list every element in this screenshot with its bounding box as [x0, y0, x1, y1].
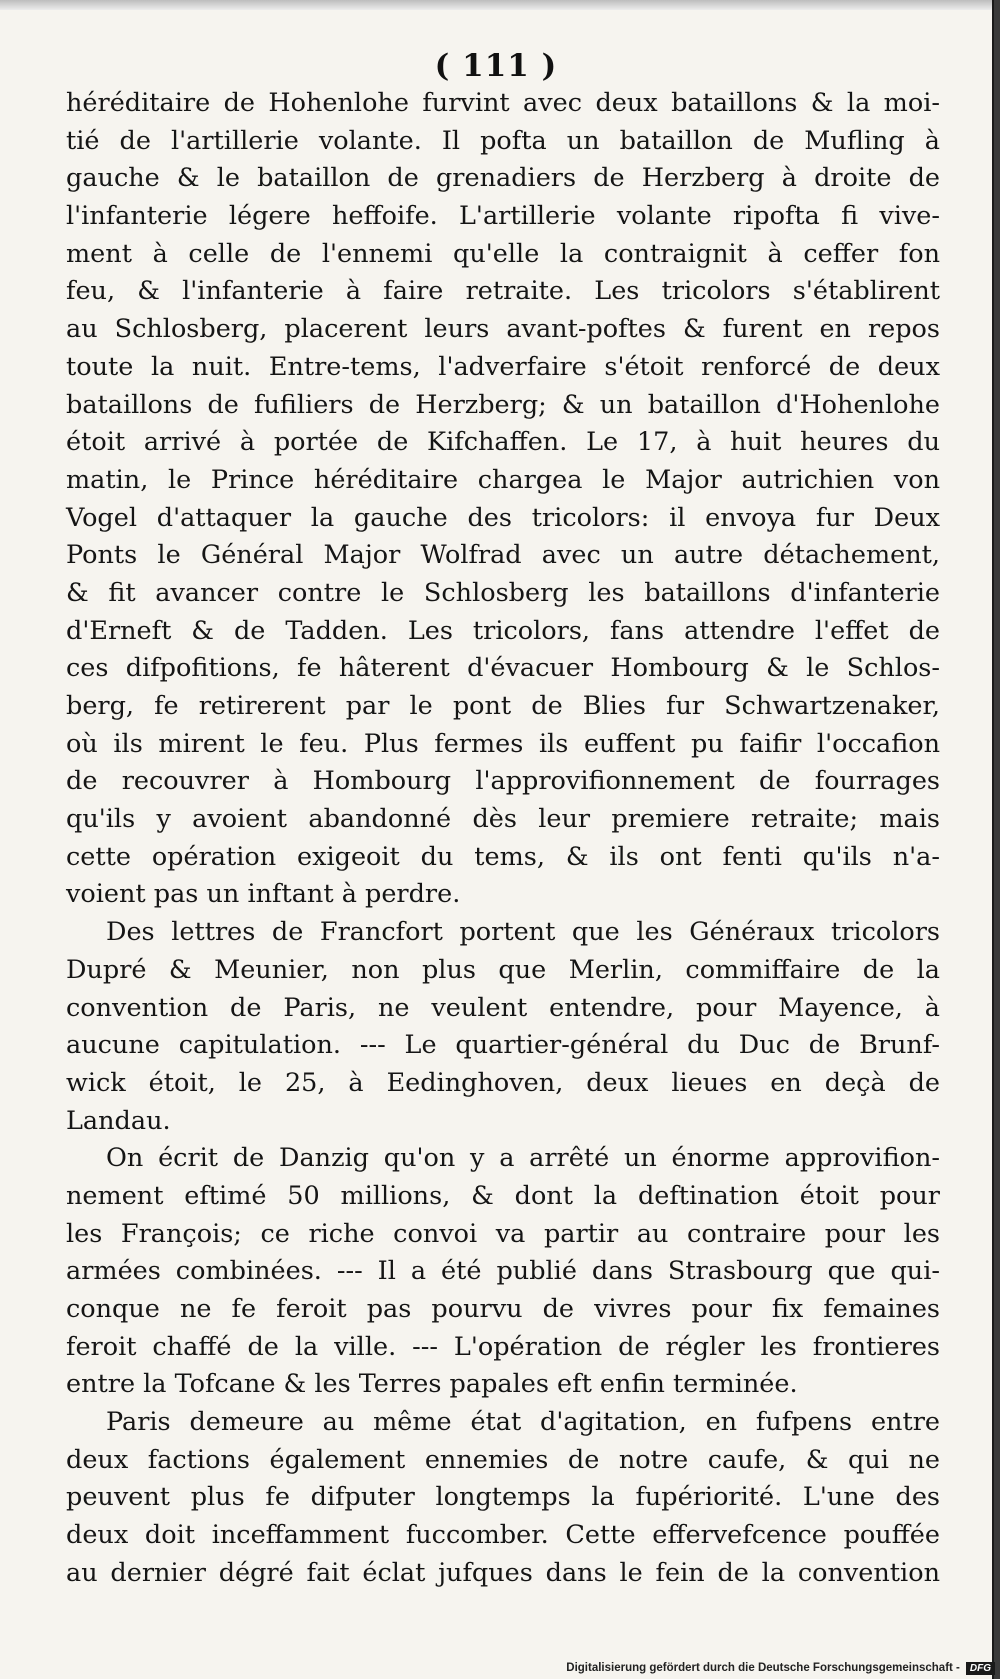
- text-line: Dupré & Meunier, non plus que Merlin, commiffaire de la: [66, 954, 940, 985]
- text-line: qu'ils y avoient abandonné dès leur premiere retraite; mais: [66, 804, 940, 835]
- text-line: deux doit inceffamment fuccomber. Cette effervefcence pouffée: [66, 1520, 940, 1551]
- text-line: berg, fe retirerent par le pont de Blies fur Schwartzenaker,: [66, 691, 940, 721]
- text-line: au dernier dégré fait éclat jufques dans le fein de la convention: [66, 1557, 940, 1588]
- body-text: [66, 85, 940, 1593]
- text-line: gauche & le bataillon de grenadiers de Herzberg à droite de: [66, 163, 940, 194]
- text-line: feroit chaffé de la ville. --- L'opération de régler les frontieres: [66, 1331, 940, 1362]
- text-line: Des lettres de Francfort portent que les Généraux tricolors: [106, 917, 940, 948]
- page-number: ( 111 ): [434, 48, 558, 84]
- text-line: & fit avancer contre le Schlosberg les bataillons d'infanterie: [66, 577, 940, 608]
- text-line: On écrit de Danzig qu'on y a arrêté un énorme approvifion-: [106, 1143, 940, 1174]
- text-line: aucune capitulation. --- Le quartier-général du Duc de Brunf-: [66, 1030, 940, 1061]
- text-line: l'infanterie légere heffoife. L'artillerie volante ripofta fi vive-: [66, 201, 940, 232]
- text-line: Ponts le Général Major Wolfrad avec un autre détachement,: [66, 540, 940, 571]
- text-line: Vogel d'attaquer la gauche des tricolors: il envoya fur Deux: [66, 502, 940, 533]
- text-line: au Schlosberg, placerent leurs avant-poftes & furent en repos: [66, 314, 940, 345]
- text-line: toute la nuit. Entre-tems, l'adverfaire s'étoit renforcé de deux: [66, 351, 940, 382]
- text-line: wick étoit, le 25, à Eedinghoven, deux lieues en deçà de: [66, 1067, 940, 1098]
- text-line: voient pas un inftant à perdre.: [66, 879, 461, 910]
- text-line: où ils mirent le feu. Plus fermes ils euffent pu faifir l'occafion: [66, 728, 940, 759]
- text-line: matin, le Prince héréditaire chargea le Major autrichien von: [66, 464, 940, 495]
- text-line: bataillons de fufiliers de Herzberg; & un bataillon d'Hohenlohe: [66, 389, 940, 420]
- scan-top-edge: [0, 0, 992, 10]
- text-line: peuvent plus fe difputer longtemps la fupériorité. L'une des: [66, 1482, 940, 1513]
- text-line: nement eftimé 50 millions, & dont la deftination étoit pour: [66, 1180, 940, 1211]
- text-line: d'Erneft & de Tadden. Les tricolors, fans attendre l'effet de: [66, 615, 940, 646]
- text-line: Landau.: [66, 1105, 171, 1136]
- dfg-logo: DFG: [966, 1662, 995, 1675]
- text-line: de recouvrer à Hombourg l'approvifionnement de fourrages: [66, 766, 940, 797]
- text-line: ment à celle de l'ennemi qu'elle la contraignit à ceffer fon: [66, 238, 940, 269]
- text-line: héréditaire de Hohenlohe furvint avec deux bataillons & la moi-: [66, 88, 940, 118]
- text-line: cette opération exigeoit du tems, & ils ont fenti qu'ils n'a-: [66, 841, 940, 872]
- text-line: conque ne fe feroit pas pourvu de vivres pour fix femaines: [66, 1294, 940, 1324]
- text-line: Paris demeure au même état d'agitation, en fufpens entre: [106, 1407, 940, 1438]
- text-line: deux factions également ennemies de notre caufe, & qui ne: [66, 1444, 940, 1475]
- text-line: armées combinées. --- Il a été publié dans Strasbourg que qui-: [66, 1256, 940, 1287]
- credit-text: Digitalisierung gefördert durch die Deutsche Forschungsgemeinschaft -: [566, 1662, 960, 1674]
- text-line: convention de Paris, ne veulent entendre, pour Mayence, à: [66, 992, 940, 1023]
- digitization-credit: [0, 1662, 995, 1675]
- text-line: feu, & l'infanterie à faire retraite. Les tricolors s'établirent: [66, 276, 940, 307]
- text-line: les François; ce riche convoi va partir au contraire pour les: [66, 1218, 940, 1249]
- text-line: tié de l'artillerie volante. Il pofta un bataillon de Mufling à: [66, 125, 940, 156]
- text-line: entre la Tofcane & les Terres papales eft enfin terminée.: [66, 1369, 798, 1400]
- text-line: ces difpofitions, fe hâterent d'évacuer Hombourg & le Schlos-: [66, 653, 940, 684]
- text-line: étoit arrivé à portée de Kifchaffen. Le 17, à huit heures du: [66, 427, 940, 458]
